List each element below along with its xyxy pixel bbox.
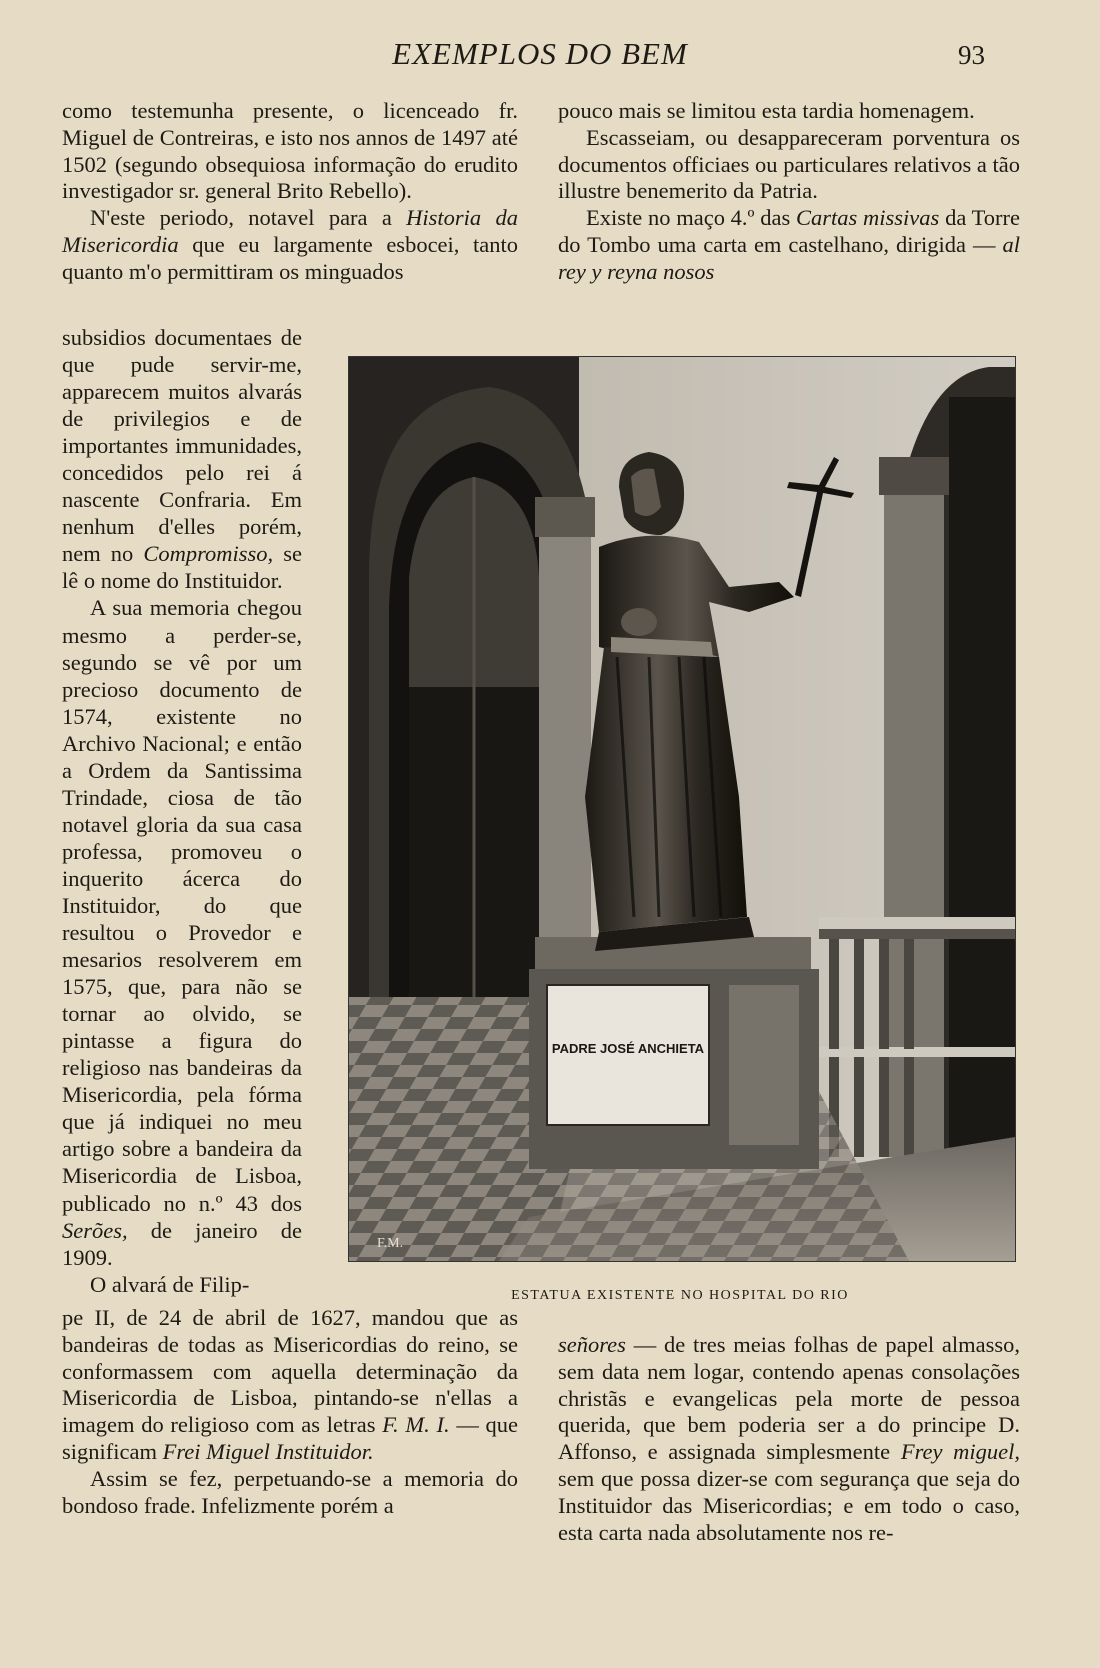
paragraph-text: da Torre do Tombo uma carta em castelhano, dirigida —: [558, 205, 1021, 257]
paragraph: [558, 1332, 1020, 1546]
plaque-text: PADRE JOSÉ ANCHIETA: [551, 1041, 705, 1056]
italic-quote: señores: [558, 1332, 626, 1357]
paragraph-text: Assim se fez, perpetuando-se a memoria do bondoso frade. Infelizmente porém a: [62, 1465, 518, 1518]
paragraph-text: de janeiro de 1909.: [62, 1217, 302, 1270]
paragraph-text: se lê o nome do Instituidor.: [62, 541, 302, 594]
page-number: 93: [958, 40, 985, 70]
paragraph: [62, 1271, 302, 1298]
italic-name: Frei Miguel Instituidor.: [162, 1438, 374, 1464]
paragraph-text: Existe no maço 4.º das: [586, 205, 791, 231]
paragraph: [558, 98, 1020, 125]
photo-signature: F.M.: [377, 1236, 404, 1251]
paragraph: [62, 594, 302, 1270]
italic-title: Cartas missivas: [796, 205, 940, 231]
italic-title: Compromisso,: [143, 541, 274, 567]
paragraph-text: Escasseiam, ou desappareceram porventura os documentos officiaes ou particulares relativos a tão illustre benemerito da Patria.: [558, 124, 1020, 204]
italic-quote: al rey y reyna nosos: [558, 231, 1020, 284]
paragraph-text: como testemunha presente, o licenceado fr. Miguel de Contreiras, e isto nos annos de 1497 até 1502 (segundo obsequiosa informação do erudito investigador sr. general Brito Rebello).: [62, 98, 518, 204]
paragraph-text: O alvará de Filip-: [90, 1271, 250, 1297]
figure-caption: ESTATUA EXISTENTE NO HOSPITAL DO RIO: [511, 1288, 849, 1303]
italic-signature: Frey miguel,: [900, 1439, 1020, 1465]
statue-illustration: [349, 357, 1015, 1261]
italic-initials: F. M. I.: [382, 1412, 450, 1438]
paragraph: [558, 205, 1020, 285]
paragraph-text: pouco mais se limitou esta tardia homenagem.: [558, 98, 975, 123]
left-column-top: [62, 98, 518, 286]
left-column-narrow: [62, 324, 302, 1298]
paragraph-text: subsidios documentaes de que pude servir-me, apparecem muitos alvarás de privilegios e de importantes immunidades, concedidos pelo rei á nascente Confraria. Em nenhum d'elles porém, nem no: [62, 325, 302, 567]
italic-title: Serões,: [62, 1217, 128, 1243]
paragraph: [62, 205, 518, 285]
paragraph-text: — que significam: [62, 1412, 519, 1464]
statue-photograph: [348, 356, 1016, 1262]
right-column-top: [558, 98, 1020, 286]
italic-title: Historia da Misericordia: [62, 205, 519, 257]
right-column-bottom: [558, 1332, 1020, 1546]
paragraph-text: — de tres meias folhas de papel almasso, sem data nem logar, contendo apenas consolações christãs e evangelicas pela morte de pessoa querida, que bem poderia ser a do principe D. Affonso, e assignada simplesmente: [558, 1332, 1021, 1465]
paragraph-text: N'este periodo, notavel para a: [90, 205, 392, 231]
running-title: EXEMPLOS DO BEM: [392, 36, 688, 71]
paragraph: [62, 98, 518, 205]
paragraph: [62, 1466, 518, 1520]
paragraph: [62, 1305, 518, 1466]
paragraph-text: pe II, de 24 de abril de 1627, mandou que as bandeiras de todas as Misericordias do reino, se conformassem com aquella determinação da Misericordia de Lisboa, pintando-se n'ellas a imagem do religioso com as letras: [62, 1305, 518, 1438]
paragraph-text: que eu largamente esbocei, tanto quanto m'o permittiram os minguados: [62, 231, 519, 284]
paragraph-text: sem que possa dizer-se com segurança que seja do Instituidor das Misericordias; e em todo o caso, esta carta nada absolutamente nos re-: [558, 1465, 1020, 1545]
left-column-bottom: [62, 1305, 518, 1519]
paragraph-text: A sua memoria chegou mesmo a perder-se, segundo se vê por um precioso documento de 1574, existente no Archivo Nacional; e então a Ordem da Santissima Trindade, ciosa de tão notavel gloria da sua casa professa, promoveu o inquerito ácerca do Instituidor, do que resultou o Provedor e mesarios resolverem em 1575, que, para não se tornar ao olvido, se pintasse a figura do religioso nas bandeiras da Misericordia, pela fórma que já indiquei no meu artigo sobre a bandeira da Misericordia de Lisboa, publicado no n.º 43 dos: [62, 595, 302, 1216]
paragraph: [62, 324, 302, 594]
paragraph: [558, 125, 1020, 205]
